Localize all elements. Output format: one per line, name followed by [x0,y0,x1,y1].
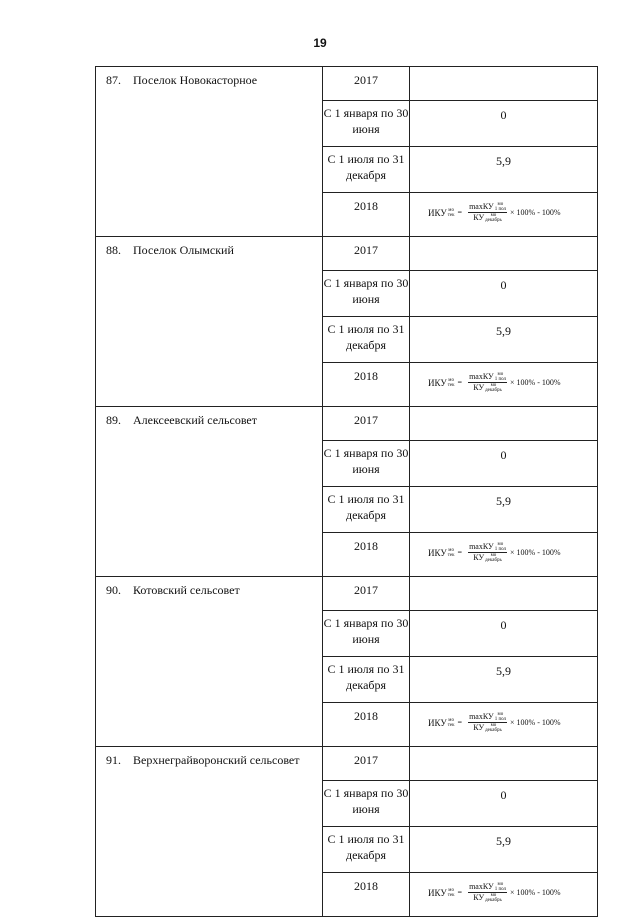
formula-superscript: мо [490,723,497,729]
formula [410,363,597,393]
municipality-name: Алексеевский сельсовет [133,413,257,427]
period-label: С 1 января по 30 июня [323,276,409,306]
formula-subscript: 1 пол [494,547,507,553]
period-cell [323,611,410,657]
formula-equals: = [457,208,463,218]
formula-superscript: мо [497,542,504,548]
period-label: С 1 января по 30 июня [323,446,409,476]
formula-superscript: мо [490,893,497,899]
formula-superscript: мо [448,547,454,553]
period-label: С 1 января по 30 июня [323,616,409,646]
value-cell [410,703,598,747]
formula-denominator-indices [485,213,502,223]
row-number: 88. [106,243,121,257]
formula-equals: = [457,378,463,388]
formula-subscript: тек [447,382,455,388]
formula-numerator-text: maxКУ [469,542,494,551]
formula-subscript: декабрь [485,388,502,394]
value-text: 0 [500,788,507,802]
formula-lhs: ИКУ [428,377,447,388]
period-label: С 1 января по 30 июня [323,786,409,816]
formula-lhs: ИКУ [428,207,447,218]
period-label: 2018 [354,199,378,213]
formula-numerator-text: maxКУ [469,882,494,891]
formula-denominator-text: КУ [473,553,485,563]
formula-tail: × 100% - 100% [510,548,561,558]
formula-denominator [473,723,502,733]
page-number: 19 [313,36,327,50]
formula-tail: × 100% - 100% [510,718,561,728]
value-cell [410,657,598,703]
formula-numerator-indices [495,372,506,382]
formula-fraction [468,712,507,733]
period-label: С 1 января по 30 июня [323,106,409,136]
period-cell [323,441,410,487]
formula-numerator [468,542,507,553]
value-cell [410,827,598,873]
formula-superscript: мо [497,882,504,888]
formula-equals: = [457,888,463,898]
value-cell [410,487,598,533]
formula-subscript: 1 пол [494,717,507,723]
formula-numerator-indices [495,202,506,212]
period-label: 2018 [354,539,378,553]
formula-denominator [473,893,502,903]
row-number: 89. [106,413,121,427]
formula-numerator [468,372,507,383]
formula-superscript: мо [448,717,454,723]
formula-denominator [473,213,502,223]
formula-denominator-text: КУ [473,213,485,223]
period-cell [323,533,410,577]
period-cell [323,101,410,147]
formula-superscript: мо [448,207,454,213]
formula-subscript: тек [447,722,455,728]
formula-superscript: мо [497,202,504,208]
formula-denominator-indices [485,383,502,393]
value-text: 5,9 [496,154,511,168]
formula-subscript: декабрь [485,558,502,564]
value-cell [410,193,598,237]
period-cell [323,747,410,781]
formula-superscript: мо [490,383,497,389]
formula-superscript: мо [497,372,504,378]
formula-subscript: декабрь [485,218,502,224]
value-cell [410,237,598,271]
value-cell [410,747,598,781]
period-label: С 1 июля по 31 декабря [327,662,405,692]
table-row [96,237,598,271]
formula-denominator-text: КУ [473,383,485,393]
value-text: 5,9 [496,494,511,508]
period-cell [323,237,410,271]
period-cell [323,577,410,611]
period-cell [323,67,410,101]
value-cell [410,363,598,407]
period-cell [323,827,410,873]
formula-denominator-text: КУ [473,723,485,733]
formula-denominator-indices [485,893,502,903]
formula-subscript: тек [447,212,455,218]
value-cell [410,101,598,147]
period-label: 2017 [354,753,378,767]
formula-fraction [468,202,507,223]
period-label: С 1 июля по 31 декабря [327,322,405,352]
period-cell [323,703,410,747]
period-label: 2017 [354,73,378,87]
value-cell [410,67,598,101]
formula-lhs: ИКУ [428,717,447,728]
formula-denominator-indices [485,553,502,563]
formula-fraction [468,882,507,903]
period-label: С 1 июля по 31 декабря [327,492,405,522]
formula-lhs: ИКУ [428,887,447,898]
value-text: 0 [500,108,507,122]
table-row [96,747,598,781]
formula-equals: = [457,548,463,558]
period-label: С 1 июля по 31 декабря [327,152,405,182]
formula-subscript: декабрь [485,728,502,734]
period-cell [323,657,410,703]
value-cell [410,533,598,577]
formula-lhs-indices [448,718,455,728]
period-cell [323,193,410,237]
municipality-name: Поселок Олымский [133,243,234,257]
formula-lhs-indices [448,378,455,388]
value-text: 5,9 [496,664,511,678]
formula [410,193,597,223]
municipality-name: Поселок Новокасторное [133,73,258,87]
value-cell [410,407,598,441]
formula-numerator-indices [495,542,506,552]
value-cell [410,577,598,611]
municipality-cell [96,577,323,747]
period-label: 2018 [354,709,378,723]
formula-subscript: тек [447,892,455,898]
value-cell [410,441,598,487]
formula-subscript: 1 пол [494,207,507,213]
value-text: 0 [500,618,507,632]
formula [410,533,597,563]
formula [410,703,597,733]
tariff-table [95,66,598,917]
value-text: 5,9 [496,834,511,848]
row-number: 90. [106,583,121,597]
period-label: 2017 [354,583,378,597]
table-row [96,407,598,441]
period-cell [323,271,410,317]
formula-equals: = [457,718,463,728]
table-row [96,67,598,101]
value-text: 0 [500,448,507,462]
formula-lhs-indices [448,548,455,558]
formula-lhs-indices [448,888,455,898]
value-text: 0 [500,278,507,292]
period-cell [323,363,410,407]
formula-superscript: мо [497,712,504,718]
value-cell [410,611,598,657]
value-text: 5,9 [496,324,511,338]
formula-subscript: 1 пол [494,887,507,893]
formula-tail: × 100% - 100% [510,888,561,898]
formula-numerator [468,882,507,893]
formula-lhs-indices [448,208,455,218]
formula-fraction [468,542,507,563]
formula-numerator-text: maxКУ [469,202,494,211]
formula [410,873,597,903]
tariff-table-body [96,67,598,917]
period-label: 2018 [354,369,378,383]
period-cell [323,781,410,827]
formula-denominator [473,553,502,563]
municipality-cell [96,67,323,237]
formula-denominator-text: КУ [473,893,485,903]
formula-numerator-indices [495,712,506,722]
municipality-cell [96,237,323,407]
value-cell [410,271,598,317]
formula-tail: × 100% - 100% [510,208,561,218]
formula-superscript: мо [448,377,454,383]
formula-superscript: мо [490,553,497,559]
value-cell [410,317,598,363]
period-cell [323,147,410,193]
formula-subscript: 1 пол [494,377,507,383]
period-label: С 1 июля по 31 декабря [327,832,405,862]
formula-numerator [468,712,507,723]
period-cell [323,317,410,363]
table-row [96,577,598,611]
formula-numerator-text: maxКУ [469,372,494,381]
row-number: 87. [106,73,121,87]
period-label: 2017 [354,243,378,257]
row-number: 91. [106,753,121,767]
municipality-cell [96,747,323,917]
formula-fraction [468,372,507,393]
value-cell [410,781,598,827]
formula-denominator-indices [485,723,502,733]
period-label: 2017 [354,413,378,427]
municipality-name: Котовский сельсовет [133,583,240,597]
formula-subscript: декабрь [485,898,502,904]
municipality-name: Верхнеграйворонский сельсовет [133,753,300,767]
period-cell [323,407,410,441]
formula-numerator-indices [495,882,506,892]
municipality-cell [96,407,323,577]
period-cell [323,873,410,917]
period-label: 2018 [354,879,378,893]
value-cell [410,873,598,917]
value-cell [410,147,598,193]
formula-superscript: мо [490,213,497,219]
formula-lhs: ИКУ [428,547,447,558]
formula-numerator [468,202,507,213]
formula-numerator-text: maxКУ [469,712,494,721]
formula-tail: × 100% - 100% [510,378,561,388]
period-cell [323,487,410,533]
formula-subscript: тек [447,552,455,558]
formula-superscript: мо [448,887,454,893]
formula-denominator [473,383,502,393]
